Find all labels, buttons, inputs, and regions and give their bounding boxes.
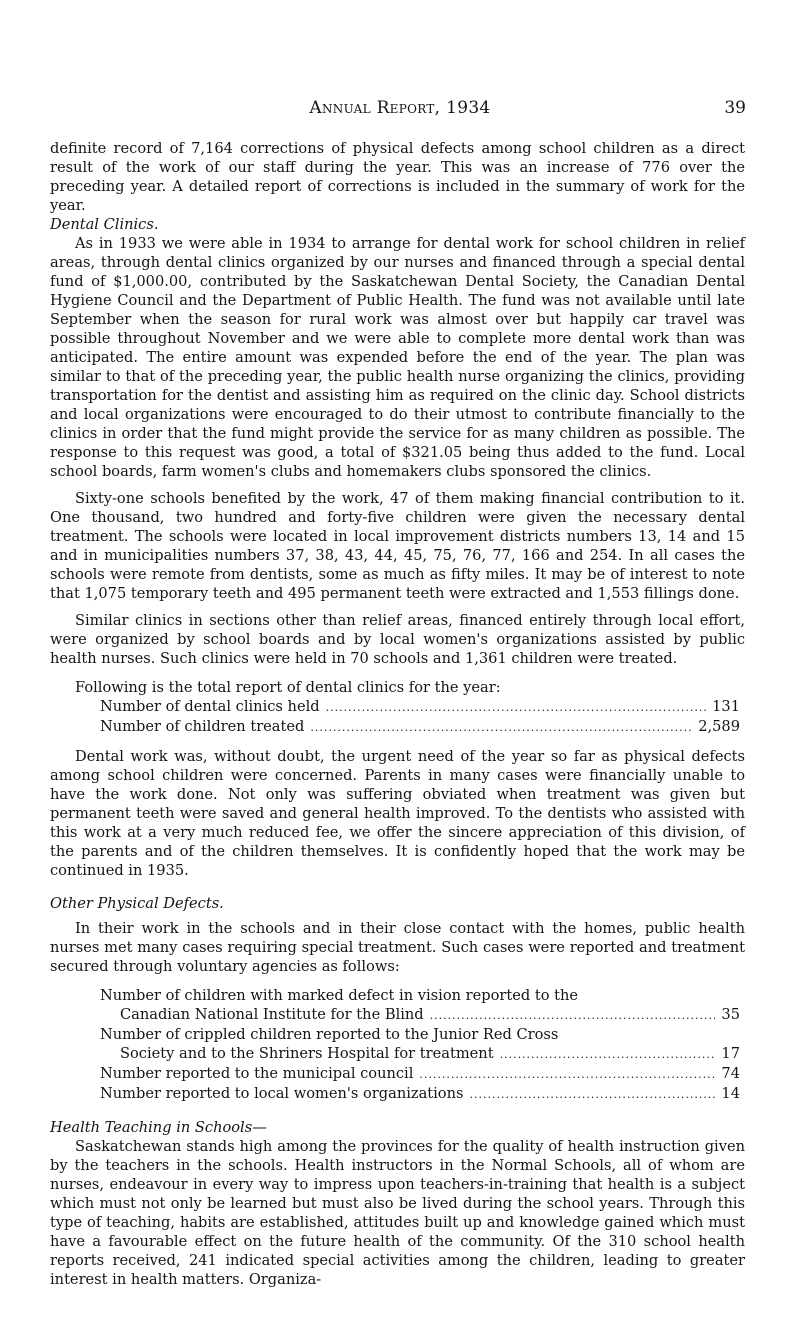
other-defects-paragraph: In their work in the schools and in their close contact with the homes, public health nurses met many cases requiring special treatment. Such cases were reported and treatment secured through voluntary agencies as follows: (50, 920, 745, 975)
list-item-label-line1: Number of crippled children reported to the Junior Red Cross (100, 1026, 559, 1043)
dental-paragraph-2: Sixty-one schools benefited by the work, 47 of them making financial contribution to it. One thousand, two hundred and forty-five children were given the necessary dental treatment. The schools were located in local improvement districts numbers 13, 14 and 15 and in municipalities numbers 37, 38, 43, 44, 45, 75, 76, 77, 166 and 254. In all cases the schools were remote from dentists, some as much as fifty miles. It may be of interest to note that 1,075 temporary teeth and 495 permanent teeth were extracted and 1,553 fillings done. (50, 490, 745, 602)
list-item (100, 697, 740, 717)
report-body (50, 139, 745, 1289)
health-teaching-heading: Health Teaching in Schools— (50, 1119, 267, 1136)
list-item-value: 17 (721, 1045, 740, 1062)
list-item-label: Number reported to local women's organizations (100, 1085, 464, 1102)
list-item (100, 1025, 740, 1064)
dental-totals-list (100, 697, 740, 737)
dental-clinics-heading: Dental Clinics. (50, 216, 159, 233)
list-item (100, 1084, 740, 1104)
list-item-value: 131 (712, 698, 740, 715)
list-item (100, 717, 740, 737)
list-item (100, 1064, 740, 1084)
dental-totals-intro: Following is the total report of dental clinics for the year: (75, 679, 501, 696)
page-number: 39 (724, 98, 746, 118)
dot-leader (419, 1065, 715, 1084)
dental-paragraph-1: As in 1933 we were able in 1934 to arrange for dental work for school children in relief areas, through dental clinics organized by our nurses and financed through a special dental fund of $1,000.00, contributed by the Saskatchewan Dental Society, the Canadian Dental Hygiene Council and the Department of Public Health. The fund was not available until late September when the season for rural work was almost over but happily car travel was possible throughout November and we were able to complete more dental work than was anticipated. The entire amount was expended before the end of the year. The plan was similar to that of the preceding year, the public health nurse organizing the clinics, providing transportation for the dentist and assisting him as required on the clinic day. School districts and local organizations were encouraged to do their utmost to contribute financially to the clinics in order that the fund might provide the service for as many children as possible. The response to this request was good, a total of $321.05 being thus added to the fund. Local school boards, farm women's clubs and homemakers clubs sponsored the clinics. (50, 235, 745, 480)
list-item-label: Number of dental clinics held (100, 698, 320, 715)
dot-leader (469, 1085, 715, 1104)
dot-leader (310, 718, 692, 737)
referrals-list (100, 986, 740, 1104)
list-item-value: 74 (721, 1065, 740, 1082)
list-item-label-line2: Society and to the Shriners Hospital for treatment (120, 1045, 494, 1062)
dot-leader (326, 698, 707, 717)
list-item-value: 35 (721, 1006, 740, 1023)
dot-leader (430, 1006, 716, 1025)
dot-leader (500, 1045, 716, 1064)
other-defects-heading: Other Physical Defects. (50, 895, 224, 912)
list-item-label: Number of children treated (100, 718, 305, 735)
intro-paragraph: definite record of 7,164 corrections of physical defects among school children as a direct result of the work of our staff during the year. This was an increase of 776 over the preceding year. A detailed report of corrections is included in the summary of work for the year. (50, 140, 745, 214)
list-item-label-line2: Canadian National Institute for the Blind (120, 1006, 424, 1023)
running-title: Annual Report, 1934 (309, 98, 491, 118)
list-item (100, 986, 740, 1025)
list-item-value: 14 (721, 1085, 740, 1102)
health-teaching-paragraph: Saskatchewan stands high among the provinces for the quality of health instruction given by the teachers in the schools. Health instructors in the Normal Schools, all of whom are nurses, endeavour in every way to impress upon teachers-in-training that health is a subject which must not only be learned but must also be lived during the school years. Through this type of teaching, habits are established, attitudes built up and knowledge gained which must have a favourable effect on the future health of the community. Of the 310 school health reports received, 241 indicated special activities among the children, leading to greater interest in health matters. Organiza- (50, 1138, 745, 1288)
dental-paragraph-4: Dental work was, without doubt, the urgent need of the year so far as physical defects among school children were concerned. Parents in many cases were financially unable to have the work done. Not only was suffering obviated when treatment was given but permanent teeth were saved and general health improved. To the dentists who assisted with this work at a very much reduced fee, we offer the sincere appreciation of this division, of the parents and of the children themselves. It is confidently hoped that the work may be continued in 1935. (50, 748, 745, 879)
dental-paragraph-3: Similar clinics in sections other than relief areas, financed entirely through local effort, were organized by school boards and by local women's organizations assisted by public health nurses. Such clinics were held in 70 schools and 1,361 children were treated. (50, 612, 745, 667)
list-item-value: 2,589 (698, 718, 740, 735)
running-header (50, 98, 750, 122)
list-item-label: Number reported to the municipal council (100, 1065, 414, 1082)
list-item-label-line1: Number of children with marked defect in vision reported to the (100, 987, 579, 1004)
